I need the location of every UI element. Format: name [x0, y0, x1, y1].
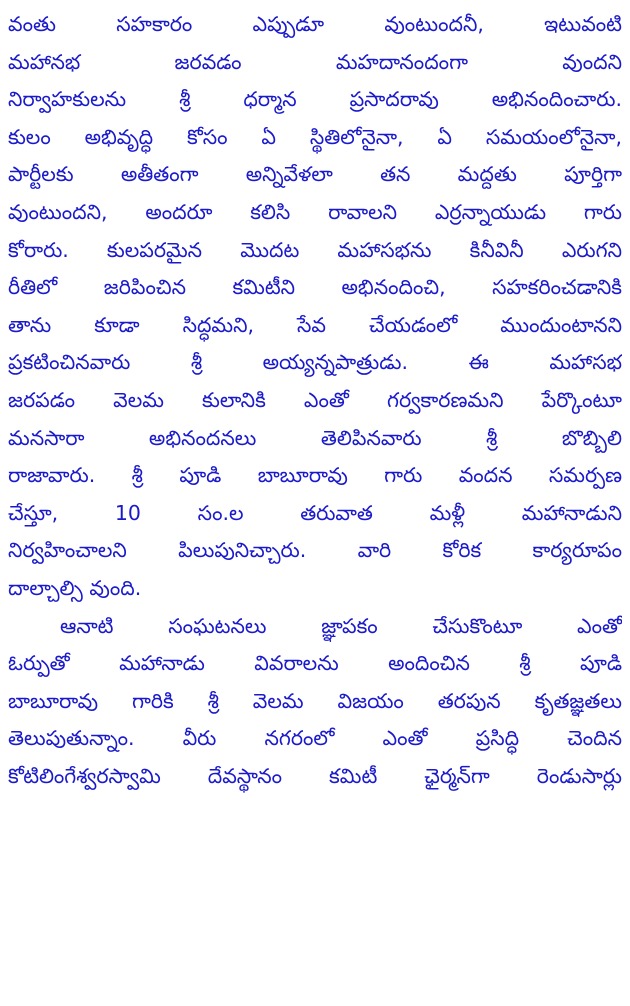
text-line-4: కులం అభివృద్ధి కోసం ఏ స్థితిలోనైనా, ఏ సమయంలోనైనా,	[8, 124, 622, 149]
text-line-18: ఓర్పుతో మహానాడు వివరాలను అందించిన శ్రీ పూడి	[8, 651, 622, 676]
text-line-11: జరపడం వెలమ కులానికి ఎంతో గర్వకారణమని పేర్కొంటూ	[8, 387, 622, 412]
text-line-6: వుంటుందని, అందరూ కలిసి రావాలని ఎర్రన్నాయుడు గారు	[8, 199, 622, 224]
text-line-12: మనసారా అభినందనలు తెలిపినవారు శ్రీ బొబ్బిలి	[8, 425, 622, 450]
text-line-2: మహానభ జరవడం మహదానందంగా వుందని	[8, 49, 622, 74]
text-line-1: వంతు సహకారం ఎప్పుడూ వుంటుందనీ, ఇటువంటి	[8, 12, 622, 36]
text-line-9: తాను కూడా సిద్ధమని, సేవ చేయడంలో ముందుంటానని	[8, 312, 622, 337]
text-line-14: చేస్తూ, 10 సం.ల తరువాత మళ్లీ మహానాడుని	[8, 500, 622, 525]
text-line-8: రీతిలో జరిపించిన కమిటీని అభినందించి, సహకరించడానికి	[8, 275, 622, 300]
text-line-13: రాజావారు. శ్రీ పూడి బాబూరావు గారు వందన సమర్పణ	[8, 463, 622, 488]
body-text	[8, 6, 622, 795]
text-line-3: నిర్వాహకులను శ్రీ ధర్మాన ప్రసాదరావు అభినందించారు.	[8, 87, 622, 112]
text-line-19: బాబూరావు గారికి శ్రీ వెలమ విజయం తరపున కృతజ్ఞతలు	[8, 688, 622, 713]
text-line-16: దాల్చాల్సి వుంది.	[8, 575, 142, 600]
text-line-21: కోటిలింగేశ్వరస్వామి దేవస్థానం కమిటీ ఛైర్మన్‌గా రెండుసార్లు	[8, 763, 622, 788]
text-line-7: కోరారు. కులపరమైన మొదట మహాసభను కినీవినీ ఎరుగని	[8, 237, 622, 262]
text-line-20: తెలుపుతున్నాం. వీరు నగరంలో ఎంతో ప్రసిద్ధి చెందిన	[8, 726, 622, 751]
text-line-5: పార్టీలకు అతీతంగా అన్నివేళలా తన మద్దతు పూర్తిగా	[8, 162, 622, 187]
text-line-10: ప్రకటించినవారు శ్రీ అయ్యన్నపాత్రుడు. ఈ మహాసభ	[8, 350, 622, 375]
text-line-17: ఆనాటి సంఘటనలు జ్ఞాపకం చేసుకొంటూ ఎంతో	[60, 613, 622, 638]
text-line-15: నిర్వహించాలని పిలుపునిచ్చారు. వారి కోరిక కార్యరూపం	[8, 538, 622, 563]
